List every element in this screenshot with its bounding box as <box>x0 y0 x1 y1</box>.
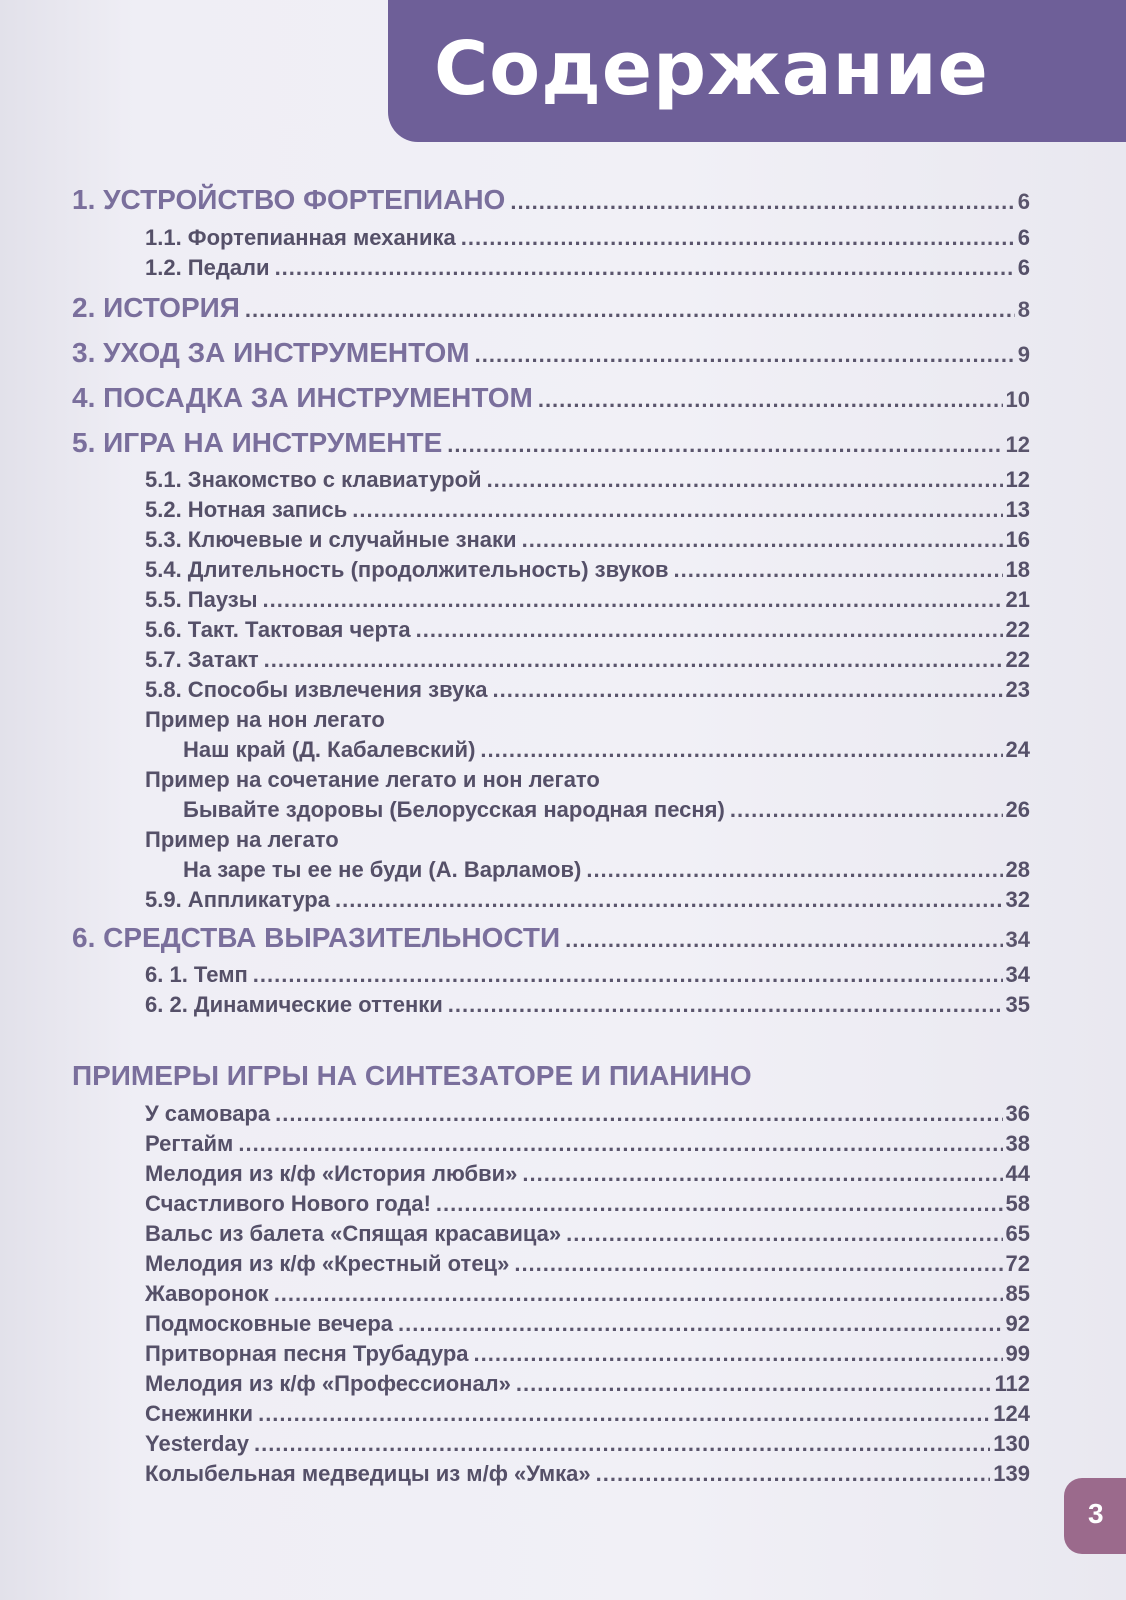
toc-leader-dots <box>275 255 1015 281</box>
toc-section-5-1[interactable] <box>145 467 1030 493</box>
toc-chapter-label: 5. ИГРА НА ИНСТРУМЕНТЕ <box>72 427 443 458</box>
toc-leader-dots <box>487 467 1003 493</box>
toc-leader-dots <box>335 887 1003 913</box>
toc-page-number: 28 <box>1005 857 1030 882</box>
toc-leader-dots <box>565 927 1002 953</box>
toc-page-number: 32 <box>1005 887 1030 912</box>
toc-example-item[interactable] <box>145 1461 1030 1487</box>
toc-example-item[interactable] <box>145 1311 1030 1337</box>
toc-chapter-label: 6. СРЕДСТВА ВЫРАЗИТЕЛЬНОСТИ <box>72 922 561 953</box>
page-number: 3 <box>1088 1498 1104 1529</box>
toc-leader-dots <box>522 527 1003 553</box>
toc-chapter-4[interactable] <box>72 382 1030 414</box>
toc-page-number: 99 <box>1005 1341 1030 1366</box>
toc-section-5-7[interactable] <box>145 647 1030 673</box>
toc-chapter-label: 3. УХОД ЗА ИНСТРУМЕНТОМ <box>72 337 470 368</box>
toc-leader-dots <box>264 647 1003 673</box>
toc-page-number: 139 <box>993 1461 1030 1486</box>
toc-page-number: 34 <box>1005 962 1030 987</box>
toc-page-number: 44 <box>1005 1161 1030 1186</box>
toc-leader-dots <box>586 857 1002 883</box>
toc-leader-dots <box>398 1311 1003 1337</box>
toc-piece-na-zare[interactable] <box>183 857 1030 883</box>
page-title: Содержание <box>434 26 989 112</box>
page-number-tab <box>1064 1478 1126 1554</box>
toc-section-5-3[interactable] <box>145 527 1030 553</box>
toc-page-number: 8 <box>1017 297 1030 322</box>
toc-piece-nash-krai[interactable] <box>183 737 1030 763</box>
toc-example-item[interactable] <box>145 1281 1030 1307</box>
toc-section-label: 5.1. Знакомство с клавиатурой <box>145 467 482 492</box>
toc-page-number: 85 <box>1005 1281 1030 1306</box>
toc-page-number: 22 <box>1005 617 1030 642</box>
toc-section-5-5[interactable] <box>145 587 1030 613</box>
toc-leader-dots <box>514 1251 1002 1277</box>
toc-page-number: 16 <box>1005 527 1030 552</box>
toc-example-heading-legato-non-legato: Пример на сочетание легато и нон легато <box>145 767 600 792</box>
toc-example-label: Мелодия из к/ф «История любви» <box>145 1161 518 1186</box>
toc-example-item[interactable] <box>145 1161 1030 1187</box>
toc-page-number: 130 <box>993 1431 1030 1456</box>
toc-section-6-2[interactable] <box>145 992 1030 1018</box>
toc-page-number: 34 <box>1005 927 1030 952</box>
toc-chapter-2[interactable] <box>72 292 1030 324</box>
toc-example-label: Регтайм <box>145 1131 234 1156</box>
toc-leader-dots <box>254 1431 990 1457</box>
toc-leader-dots <box>493 677 1003 703</box>
toc-example-label: У самовара <box>145 1101 271 1126</box>
toc-page-number: 22 <box>1005 647 1030 672</box>
toc-page-number: 58 <box>1005 1191 1030 1216</box>
toc-example-item[interactable] <box>145 1131 1030 1157</box>
toc-piece-label: Наш край (Д. Кабалевский) <box>183 737 476 762</box>
toc-chapter-label: 2. ИСТОРИЯ <box>72 292 240 323</box>
toc-section-label: 6. 2. Динамические оттенки <box>145 992 443 1017</box>
toc-section-5-2[interactable] <box>145 497 1030 523</box>
toc-piece-label: Бывайте здоровы (Белорусская народная песня) <box>183 797 725 822</box>
toc-leader-dots <box>253 962 1003 988</box>
toc-section-label: 5.2. Нотная запись <box>145 497 348 522</box>
toc-leader-dots <box>245 297 1015 323</box>
toc-page-number: 26 <box>1005 797 1030 822</box>
toc-leader-dots <box>673 557 1002 583</box>
toc-chapter-1[interactable] <box>72 184 1030 216</box>
toc-leader-dots <box>480 737 1002 763</box>
toc-section-5-9[interactable] <box>145 887 1030 913</box>
toc-page-number: 124 <box>993 1401 1030 1426</box>
title-banner <box>388 0 1126 142</box>
toc-section-label: 6. 1. Темп <box>145 962 248 987</box>
toc-piece-byvaite-zdorovy[interactable] <box>183 797 1030 823</box>
toc-example-item[interactable] <box>145 1251 1030 1277</box>
toc-section-1-1[interactable] <box>145 225 1030 251</box>
toc-leader-dots <box>461 225 1015 251</box>
toc-section-5-8[interactable] <box>145 677 1030 703</box>
toc-leader-dots <box>516 1371 992 1397</box>
toc-leader-dots <box>538 387 1003 413</box>
toc-piece-label: На заре ты ее не буди (А. Варламов) <box>183 857 582 882</box>
toc-example-label: Притворная песня Трубадура <box>145 1341 469 1366</box>
toc-example-item[interactable] <box>145 1221 1030 1247</box>
toc-section-label: 5.9. Аппликатура <box>145 887 330 912</box>
toc-page-number: 92 <box>1005 1311 1030 1336</box>
toc-leader-dots <box>274 1281 1003 1307</box>
toc-page-number: 18 <box>1005 557 1030 582</box>
toc-chapter-5[interactable] <box>72 427 1030 459</box>
toc-leader-dots <box>447 432 1002 458</box>
toc-section-label: 5.8. Способы извлечения звука <box>145 677 488 702</box>
toc-page-number: 13 <box>1005 497 1030 522</box>
toc-example-label: Мелодия из к/ф «Профессионал» <box>145 1371 511 1396</box>
toc-page-number: 112 <box>994 1371 1030 1396</box>
toc-section-label: 5.6. Такт. Тактовая черта <box>145 617 411 642</box>
toc-example-item[interactable] <box>145 1371 1030 1397</box>
toc-leader-dots <box>275 1101 1002 1127</box>
examples-heading: ПРИМЕРЫ ИГРЫ НА СИНТЕЗАТОРЕ И ПИАНИНО <box>72 1060 752 1091</box>
toc-section-label: 5.5. Паузы <box>145 587 258 612</box>
toc-section-1-2[interactable] <box>145 255 1030 281</box>
toc-page-number: 72 <box>1005 1251 1030 1276</box>
toc-section-label: 1.1. Фортепианная механика <box>145 225 456 250</box>
toc-section-label: 5.7. Затакт <box>145 647 259 672</box>
toc-example-label: Снежинки <box>145 1401 254 1426</box>
toc-leader-dots <box>566 1221 1002 1247</box>
toc-leader-dots <box>596 1461 991 1487</box>
toc-leader-dots <box>436 1191 1003 1217</box>
toc-page-number: 35 <box>1005 992 1030 1017</box>
toc-example-label: Жаворонок <box>145 1281 269 1306</box>
toc-example-item[interactable] <box>145 1101 1030 1127</box>
toc-example-item[interactable] <box>145 1431 1030 1457</box>
toc-section-5-4[interactable] <box>145 557 1030 583</box>
toc-chapter-6[interactable] <box>72 922 1030 954</box>
toc-example-label: Колыбельная медведицы из м/ф «Умка» <box>145 1461 591 1486</box>
toc-leader-dots <box>522 1161 1002 1187</box>
toc-leader-dots <box>448 992 1003 1018</box>
toc-section-label: 5.4. Длительность (продолжительность) звуков <box>145 557 669 582</box>
toc-section-label: 1.2. Педали <box>145 255 270 280</box>
toc-page-number: 24 <box>1005 737 1030 762</box>
toc-page-number: 23 <box>1005 677 1030 702</box>
toc-example-label: Подмосковные вечера <box>145 1311 394 1336</box>
toc-page-number: 21 <box>1005 587 1030 612</box>
toc-leader-dots <box>730 797 1003 823</box>
toc-page-number: 36 <box>1005 1101 1030 1126</box>
toc-leader-dots <box>238 1131 1002 1157</box>
toc-page-number: 12 <box>1005 467 1030 492</box>
toc-section-label: 5.3. Ключевые и случайные знаки <box>145 527 517 552</box>
toc-example-item[interactable] <box>145 1341 1030 1367</box>
toc-page-number: 6 <box>1017 255 1030 280</box>
toc-example-label: Вальс из балета «Спящая красавица» <box>145 1221 562 1246</box>
toc-chapter-3[interactable] <box>72 337 1030 369</box>
toc-page-number: 12 <box>1005 432 1030 457</box>
toc-leader-dots <box>352 497 1002 523</box>
toc-leader-dots <box>510 189 1014 215</box>
toc-leader-dots <box>258 1401 990 1427</box>
toc-page-number: 9 <box>1017 342 1030 367</box>
toc-leader-dots <box>416 617 1003 643</box>
toc-leader-dots <box>475 342 1015 368</box>
toc-leader-dots <box>263 587 1003 613</box>
toc-example-label: Мелодия из к/ф «Крестный отец» <box>145 1251 510 1276</box>
toc-section-5-6[interactable] <box>145 617 1030 643</box>
toc-page-number: 38 <box>1005 1131 1030 1156</box>
toc-example-heading-legato: Пример на легато <box>145 827 339 852</box>
toc-example-label: Yesterday <box>145 1431 249 1456</box>
toc-example-heading-non-legato: Пример на нон легато <box>145 707 385 732</box>
toc-page-number: 65 <box>1005 1221 1030 1246</box>
toc-page-number: 6 <box>1017 225 1030 250</box>
toc-example-item[interactable] <box>145 1191 1030 1217</box>
toc-chapter-label: 4. ПОСАДКА ЗА ИНСТРУМЕНТОМ <box>72 382 533 413</box>
toc-section-6-1[interactable] <box>145 962 1030 988</box>
toc-page-number: 6 <box>1017 189 1030 214</box>
toc-example-label: Счастливого Нового года! <box>145 1191 431 1216</box>
toc-example-item[interactable] <box>145 1401 1030 1427</box>
toc-chapter-label: 1. УСТРОЙСТВО ФОРТЕПИАНО <box>72 184 506 215</box>
toc-leader-dots <box>474 1341 1003 1367</box>
toc-page-number: 10 <box>1005 387 1030 412</box>
